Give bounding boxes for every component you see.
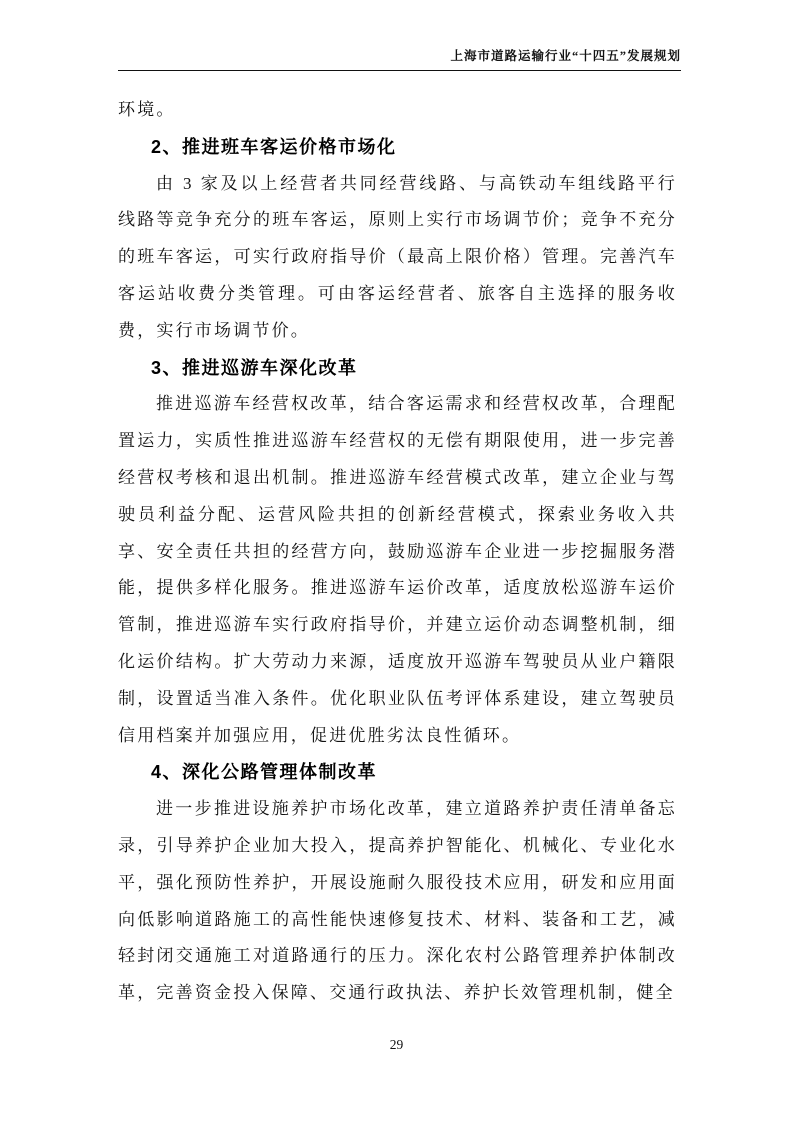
paragraph-continuation: 环境。 <box>118 100 176 119</box>
document-body <box>118 92 677 1012</box>
page-header <box>118 46 681 71</box>
page-footer <box>0 1037 793 1053</box>
section-2-paragraph: 由 3 家及以上经营者共同经营线路、与高铁动车组线路平行线路等竞争充分的班车客运，原则上实行市场调节价；竞争不充分的班车客运，可实行政府指导价（最高上限价格）管理。完善汽车客运站收费分类管理。可由客运经营者、旅客自主选择的服务收费，实行市场调节价。 <box>118 173 677 340</box>
section-2-heading: 2、推进班车客运价格市场化 <box>151 136 397 157</box>
header-title: 上海市道路运输行业“十四五”发展规划 <box>450 49 681 63</box>
page-number: 29 <box>389 1037 404 1052</box>
section-3-heading: 3、推进巡游车深化改革 <box>151 357 358 378</box>
section-4-heading: 4、深化公路管理体制改革 <box>151 762 378 783</box>
section-4-paragraph: 进一步推进设施养护市场化改革，建立道路养护责任清单备忘录，引导养护企业加大投入，提高养护智能化、机械化、专业化水平，强化预防性养护，开展设施耐久服役技术应用，研发和应用面向低影响道路施工的高性能快速修复技术、材料、装备和工艺，减轻封闭交通施工对道路通行的压力。深化农村公路管理养护体制改革，完善资金投入保障、交通行政执法、养护长效管理机制，健全 <box>118 799 677 1003</box>
section-3-paragraph: 推进巡游车经营权改革，结合客运需求和经营权改革，合理配置运力，实质性推进巡游车经营权的无偿有期限使用，进一步完善经营权考核和退出机制。推进巡游车经营模式改革，建立企业与驾驶员利益分配、运营风险共担的创新经营模式，探索业务收入共享、安全责任共担的经营方向，鼓励巡游车企业进一步挖掘服务潜能，提供多样化服务。推进巡游车运价改革，适度放松巡游车运价管制，推进巡游车实行政府指导价，并建立运价动态调整机制，细化运价结构。扩大劳动力来源，适度放开巡游车驾驶员从业户籍限制，设置适当准入条件。优化职业队伍考评体系建设，建立驾驶员信用档案并加强应用，促进优胜劣汰良性循环。 <box>118 394 677 745</box>
